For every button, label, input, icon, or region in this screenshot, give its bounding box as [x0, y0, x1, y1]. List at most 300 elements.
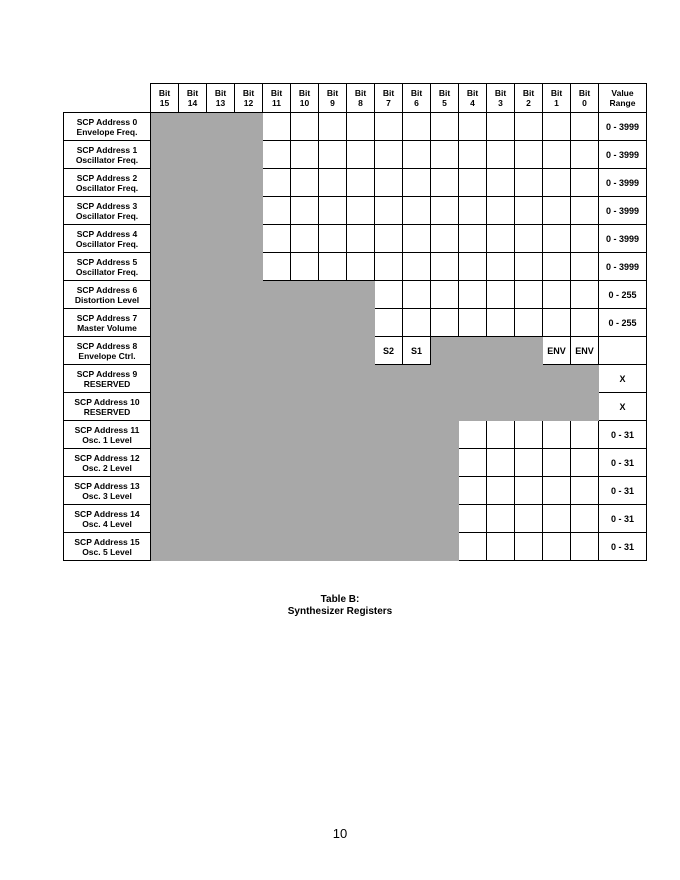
unused-bit-cell — [235, 365, 263, 393]
value-range-cell: 0 - 3999 — [599, 253, 647, 281]
register-label — [64, 197, 151, 225]
bit-cell — [571, 141, 599, 169]
bit-cell — [375, 113, 403, 141]
unused-bit-cell — [179, 253, 207, 281]
bit-cell — [319, 253, 347, 281]
table-row — [64, 337, 647, 365]
bit-header-11 — [263, 84, 291, 113]
bit-cell — [543, 309, 571, 337]
table-row — [64, 449, 647, 477]
register-label — [64, 169, 151, 197]
bit-cell — [459, 169, 487, 197]
unused-bit-cell — [235, 253, 263, 281]
unused-bit-cell — [375, 533, 403, 561]
bit-header-label: Bit — [466, 88, 479, 98]
unused-bit-cell — [403, 421, 431, 449]
unused-bit-cell — [179, 365, 207, 393]
bit-cell — [459, 141, 487, 169]
register-name: Oscillator Freq. — [75, 210, 139, 221]
bit-cell — [487, 225, 515, 253]
value-range-cell: 0 - 255 — [599, 281, 647, 309]
table-row — [64, 309, 647, 337]
bit-cell — [571, 197, 599, 225]
bit-header-label: Bit — [298, 88, 311, 98]
unused-bit-cell — [291, 337, 319, 365]
bit-cell — [515, 449, 543, 477]
unused-bit-cell — [347, 309, 375, 337]
unused-bit-cell — [235, 169, 263, 197]
unused-bit-cell — [151, 253, 179, 281]
unused-bit-cell — [571, 393, 599, 421]
table-row — [64, 505, 647, 533]
bit-cell — [571, 477, 599, 505]
unused-bit-cell — [431, 337, 459, 365]
register-name: Envelope Freq. — [76, 126, 138, 137]
unused-bit-cell — [179, 281, 207, 309]
bit-cell-label: S2 — [375, 337, 403, 365]
unused-bit-cell — [431, 505, 459, 533]
bit-header-9 — [319, 84, 347, 113]
unused-bit-cell — [235, 197, 263, 225]
bit-cell — [571, 225, 599, 253]
bit-cell — [291, 197, 319, 225]
bit-cell — [403, 309, 431, 337]
bit-cell — [347, 253, 375, 281]
unused-bit-cell — [179, 113, 207, 141]
table-row — [64, 365, 647, 393]
value-range-cell: 0 - 31 — [599, 533, 647, 561]
register-name: Oscillator Freq. — [75, 238, 139, 249]
bit-cell — [347, 169, 375, 197]
unused-bit-cell — [571, 365, 599, 393]
register-name: Distortion Level — [74, 294, 140, 305]
bit-cell — [515, 505, 543, 533]
register-name: Osc. 3 Level — [82, 490, 132, 501]
unused-bit-cell — [347, 281, 375, 309]
unused-bit-cell — [207, 477, 235, 505]
unused-bit-cell — [151, 505, 179, 533]
bit-cell — [403, 253, 431, 281]
value-range-cell: 0 - 3999 — [599, 197, 647, 225]
bit-cell — [263, 141, 291, 169]
unused-bit-cell — [487, 393, 515, 421]
bit-cell — [319, 113, 347, 141]
unused-bit-cell — [319, 477, 347, 505]
bit-cell — [431, 281, 459, 309]
bit-cell — [431, 141, 459, 169]
table-row — [64, 477, 647, 505]
unused-bit-cell — [347, 449, 375, 477]
bit-header-number: 6 — [414, 98, 419, 108]
unused-bit-cell — [403, 505, 431, 533]
unused-bit-cell — [207, 281, 235, 309]
table-body — [64, 113, 647, 561]
bit-cell — [263, 253, 291, 281]
bit-cell — [263, 197, 291, 225]
bit-header-12 — [235, 84, 263, 113]
bit-header-4 — [459, 84, 487, 113]
bit-cell — [487, 281, 515, 309]
empty-corner-cell — [64, 84, 151, 113]
value-range-cell: 0 - 3999 — [599, 141, 647, 169]
bit-cell — [291, 169, 319, 197]
caption-title: Table B: — [320, 594, 360, 605]
unused-bit-cell — [151, 141, 179, 169]
bit-cell — [487, 113, 515, 141]
bit-cell — [347, 225, 375, 253]
unused-bit-cell — [235, 225, 263, 253]
register-address: SCP Address 3 — [76, 200, 138, 211]
unused-bit-cell — [375, 393, 403, 421]
table-row — [64, 169, 647, 197]
unused-bit-cell — [319, 365, 347, 393]
unused-bit-cell — [151, 169, 179, 197]
unused-bit-cell — [179, 421, 207, 449]
bit-cell — [375, 197, 403, 225]
bit-cell — [515, 197, 543, 225]
bit-cell — [431, 253, 459, 281]
bit-cell — [515, 225, 543, 253]
register-address: SCP Address 11 — [74, 424, 140, 435]
bit-cell — [291, 225, 319, 253]
bit-cell — [543, 449, 571, 477]
unused-bit-cell — [347, 365, 375, 393]
bit-header-8 — [347, 84, 375, 113]
unused-bit-cell — [403, 365, 431, 393]
bit-header-6 — [403, 84, 431, 113]
bit-cell — [515, 253, 543, 281]
unused-bit-cell — [291, 365, 319, 393]
bit-header-label: Bit — [578, 88, 591, 98]
register-label — [64, 477, 151, 505]
unused-bit-cell — [207, 505, 235, 533]
unused-bit-cell — [179, 225, 207, 253]
unused-bit-cell — [179, 197, 207, 225]
unused-bit-cell — [179, 477, 207, 505]
unused-bit-cell — [235, 141, 263, 169]
bit-cell — [459, 225, 487, 253]
register-address: SCP Address 9 — [76, 368, 138, 379]
unused-bit-cell — [431, 449, 459, 477]
register-name: Oscillator Freq. — [75, 182, 139, 193]
unused-bit-cell — [319, 281, 347, 309]
bit-cell — [375, 169, 403, 197]
value-range-cell: 0 - 255 — [599, 309, 647, 337]
register-address: SCP Address 4 — [76, 228, 138, 239]
unused-bit-cell — [515, 365, 543, 393]
unused-bit-cell — [235, 309, 263, 337]
bit-cell — [543, 477, 571, 505]
unused-bit-cell — [151, 197, 179, 225]
table-row — [64, 253, 647, 281]
unused-bit-cell — [403, 449, 431, 477]
register-name: Osc. 5 Level — [82, 546, 132, 557]
register-label — [64, 113, 151, 141]
unused-bit-cell — [347, 533, 375, 561]
unused-bit-cell — [151, 113, 179, 141]
unused-bit-cell — [291, 309, 319, 337]
register-name: Envelope Ctrl. — [78, 350, 136, 361]
unused-bit-cell — [179, 141, 207, 169]
unused-bit-cell — [263, 421, 291, 449]
bit-cell — [291, 113, 319, 141]
bit-cell — [319, 141, 347, 169]
unused-bit-cell — [347, 421, 375, 449]
register-address: SCP Address 2 — [76, 172, 138, 183]
unused-bit-cell — [207, 197, 235, 225]
unused-bit-cell — [347, 337, 375, 365]
register-name: Osc. 4 Level — [82, 518, 132, 529]
bit-header-0 — [571, 84, 599, 113]
unused-bit-cell — [375, 365, 403, 393]
bit-cell — [487, 169, 515, 197]
bit-header-label: Bit — [494, 88, 507, 98]
unused-bit-cell — [403, 393, 431, 421]
unused-bit-cell — [263, 449, 291, 477]
unused-bit-cell — [207, 113, 235, 141]
unused-bit-cell — [291, 449, 319, 477]
table-row — [64, 533, 647, 561]
bit-cell — [403, 141, 431, 169]
synthesizer-registers-table — [63, 83, 647, 561]
register-address: SCP Address 13 — [74, 480, 140, 491]
bit-header-number: 15 — [159, 98, 170, 108]
bit-header-10 — [291, 84, 319, 113]
unused-bit-cell — [207, 337, 235, 365]
bit-cell — [515, 477, 543, 505]
register-label — [64, 281, 151, 309]
bit-cell — [571, 253, 599, 281]
bit-cell — [543, 533, 571, 561]
unused-bit-cell — [459, 337, 487, 365]
unused-bit-cell — [319, 505, 347, 533]
value-range-header-text: Value — [611, 88, 634, 98]
bit-header-number: 0 — [582, 98, 587, 108]
unused-bit-cell — [375, 477, 403, 505]
unused-bit-cell — [515, 337, 543, 365]
value-range-cell: X — [599, 365, 647, 393]
bit-header-label: Bit — [550, 88, 563, 98]
unused-bit-cell — [151, 421, 179, 449]
unused-bit-cell — [375, 421, 403, 449]
unused-bit-cell — [207, 365, 235, 393]
unused-bit-cell — [263, 365, 291, 393]
register-label — [64, 225, 151, 253]
unused-bit-cell — [347, 477, 375, 505]
unused-bit-cell — [543, 365, 571, 393]
bit-header-label: Bit — [382, 88, 395, 98]
bit-cell — [375, 253, 403, 281]
value-range-header-text: Range — [609, 98, 636, 108]
unused-bit-cell — [235, 337, 263, 365]
bit-cell — [319, 225, 347, 253]
bit-cell — [431, 225, 459, 253]
unused-bit-cell — [235, 449, 263, 477]
register-label — [64, 449, 151, 477]
unused-bit-cell — [515, 393, 543, 421]
unused-bit-cell — [207, 421, 235, 449]
bit-header-label: Bit — [214, 88, 227, 98]
bit-header-number: 13 — [215, 98, 226, 108]
unused-bit-cell — [207, 309, 235, 337]
bit-cell-label: ENV — [543, 337, 571, 365]
bit-header-number: 11 — [272, 98, 281, 108]
register-address: SCP Address 1 — [76, 144, 138, 155]
bit-cell — [515, 169, 543, 197]
bit-cell — [375, 281, 403, 309]
unused-bit-cell — [207, 225, 235, 253]
bit-cell — [291, 253, 319, 281]
bit-header-label: Bit — [270, 88, 283, 98]
unused-bit-cell — [263, 337, 291, 365]
bit-cell — [543, 141, 571, 169]
bit-cell — [571, 309, 599, 337]
unused-bit-cell — [291, 393, 319, 421]
bit-header-label: Bit — [158, 88, 171, 98]
bit-cell-label: ENV — [571, 337, 599, 365]
register-address: SCP Address 12 — [74, 452, 140, 463]
bit-cell — [459, 421, 487, 449]
unused-bit-cell — [235, 477, 263, 505]
page-number: 10 — [332, 826, 348, 841]
unused-bit-cell — [207, 533, 235, 561]
value-range-cell: 0 - 31 — [599, 477, 647, 505]
unused-bit-cell — [375, 505, 403, 533]
bit-header-number: 2 — [526, 98, 531, 108]
bit-cell — [375, 141, 403, 169]
bit-cell — [263, 225, 291, 253]
unused-bit-cell — [487, 365, 515, 393]
register-address: SCP Address 0 — [76, 116, 138, 127]
value-range-header — [599, 84, 647, 113]
bit-cell — [403, 113, 431, 141]
bit-header-label: Bit — [242, 88, 255, 98]
table-row — [64, 281, 647, 309]
bit-cell — [347, 197, 375, 225]
unused-bit-cell — [291, 421, 319, 449]
unused-bit-cell — [179, 393, 207, 421]
unused-bit-cell — [151, 365, 179, 393]
bit-cell — [431, 169, 459, 197]
bit-cell — [403, 169, 431, 197]
table-row — [64, 141, 647, 169]
unused-bit-cell — [431, 421, 459, 449]
bit-cell — [571, 533, 599, 561]
unused-bit-cell — [375, 449, 403, 477]
table-row — [64, 113, 647, 141]
bit-header-number: 1 — [554, 98, 559, 108]
bit-header-number: 5 — [442, 98, 447, 108]
unused-bit-cell — [459, 365, 487, 393]
bit-cell — [487, 449, 515, 477]
bit-header-13 — [207, 84, 235, 113]
bit-cell — [543, 421, 571, 449]
register-name: Osc. 2 Level — [82, 462, 132, 473]
unused-bit-cell — [151, 309, 179, 337]
unused-bit-cell — [431, 477, 459, 505]
bit-cell — [319, 169, 347, 197]
unused-bit-cell — [319, 337, 347, 365]
bit-cell — [543, 225, 571, 253]
unused-bit-cell — [263, 393, 291, 421]
bit-header-number: 3 — [498, 98, 503, 108]
bit-header-label: Bit — [522, 88, 535, 98]
bit-header-number: 14 — [187, 98, 198, 108]
register-label — [64, 309, 151, 337]
register-address: SCP Address 6 — [76, 284, 138, 295]
unused-bit-cell — [263, 477, 291, 505]
table-header-row — [64, 84, 647, 113]
bit-cell — [515, 281, 543, 309]
register-name: RESERVED — [83, 406, 131, 417]
register-name: Oscillator Freq. — [75, 266, 139, 277]
unused-bit-cell — [319, 421, 347, 449]
unused-bit-cell — [235, 505, 263, 533]
bit-cell — [487, 421, 515, 449]
bit-cell — [487, 533, 515, 561]
bit-cell — [487, 141, 515, 169]
unused-bit-cell — [291, 477, 319, 505]
bit-cell — [571, 505, 599, 533]
unused-bit-cell — [431, 533, 459, 561]
unused-bit-cell — [263, 533, 291, 561]
bit-cell — [291, 141, 319, 169]
value-range-cell: 0 - 3999 — [599, 113, 647, 141]
register-address: SCP Address 5 — [76, 256, 138, 267]
register-address: SCP Address 8 — [76, 340, 138, 351]
unused-bit-cell — [151, 477, 179, 505]
bit-cell — [571, 421, 599, 449]
bit-cell — [487, 197, 515, 225]
bit-cell — [543, 281, 571, 309]
bit-cell — [403, 225, 431, 253]
bit-cell — [487, 309, 515, 337]
register-name: RESERVED — [83, 378, 131, 389]
bit-cell — [515, 309, 543, 337]
unused-bit-cell — [459, 393, 487, 421]
register-label — [64, 365, 151, 393]
bit-cell — [515, 113, 543, 141]
bit-header-3 — [487, 84, 515, 113]
unused-bit-cell — [151, 225, 179, 253]
table-caption — [0, 594, 680, 618]
bit-header-2 — [515, 84, 543, 113]
unused-bit-cell — [347, 393, 375, 421]
unused-bit-cell — [151, 533, 179, 561]
register-address: SCP Address 7 — [76, 312, 138, 323]
bit-header-label: Bit — [354, 88, 367, 98]
bit-cell-label: S1 — [403, 337, 431, 365]
bit-cell — [571, 281, 599, 309]
register-label — [64, 505, 151, 533]
bit-header-number: 8 — [358, 98, 363, 108]
bit-header-label: Bit — [410, 88, 423, 98]
bit-cell — [459, 533, 487, 561]
register-address: SCP Address 14 — [74, 508, 140, 519]
unused-bit-cell — [179, 533, 207, 561]
bit-cell — [459, 505, 487, 533]
bit-cell — [459, 113, 487, 141]
bit-cell — [403, 197, 431, 225]
bit-cell — [571, 169, 599, 197]
unused-bit-cell — [235, 393, 263, 421]
bit-cell — [347, 113, 375, 141]
bit-header-number: 4 — [470, 98, 475, 108]
bit-cell — [571, 113, 599, 141]
bit-header-number: 7 — [386, 98, 391, 108]
bit-header-5 — [431, 84, 459, 113]
unused-bit-cell — [319, 449, 347, 477]
